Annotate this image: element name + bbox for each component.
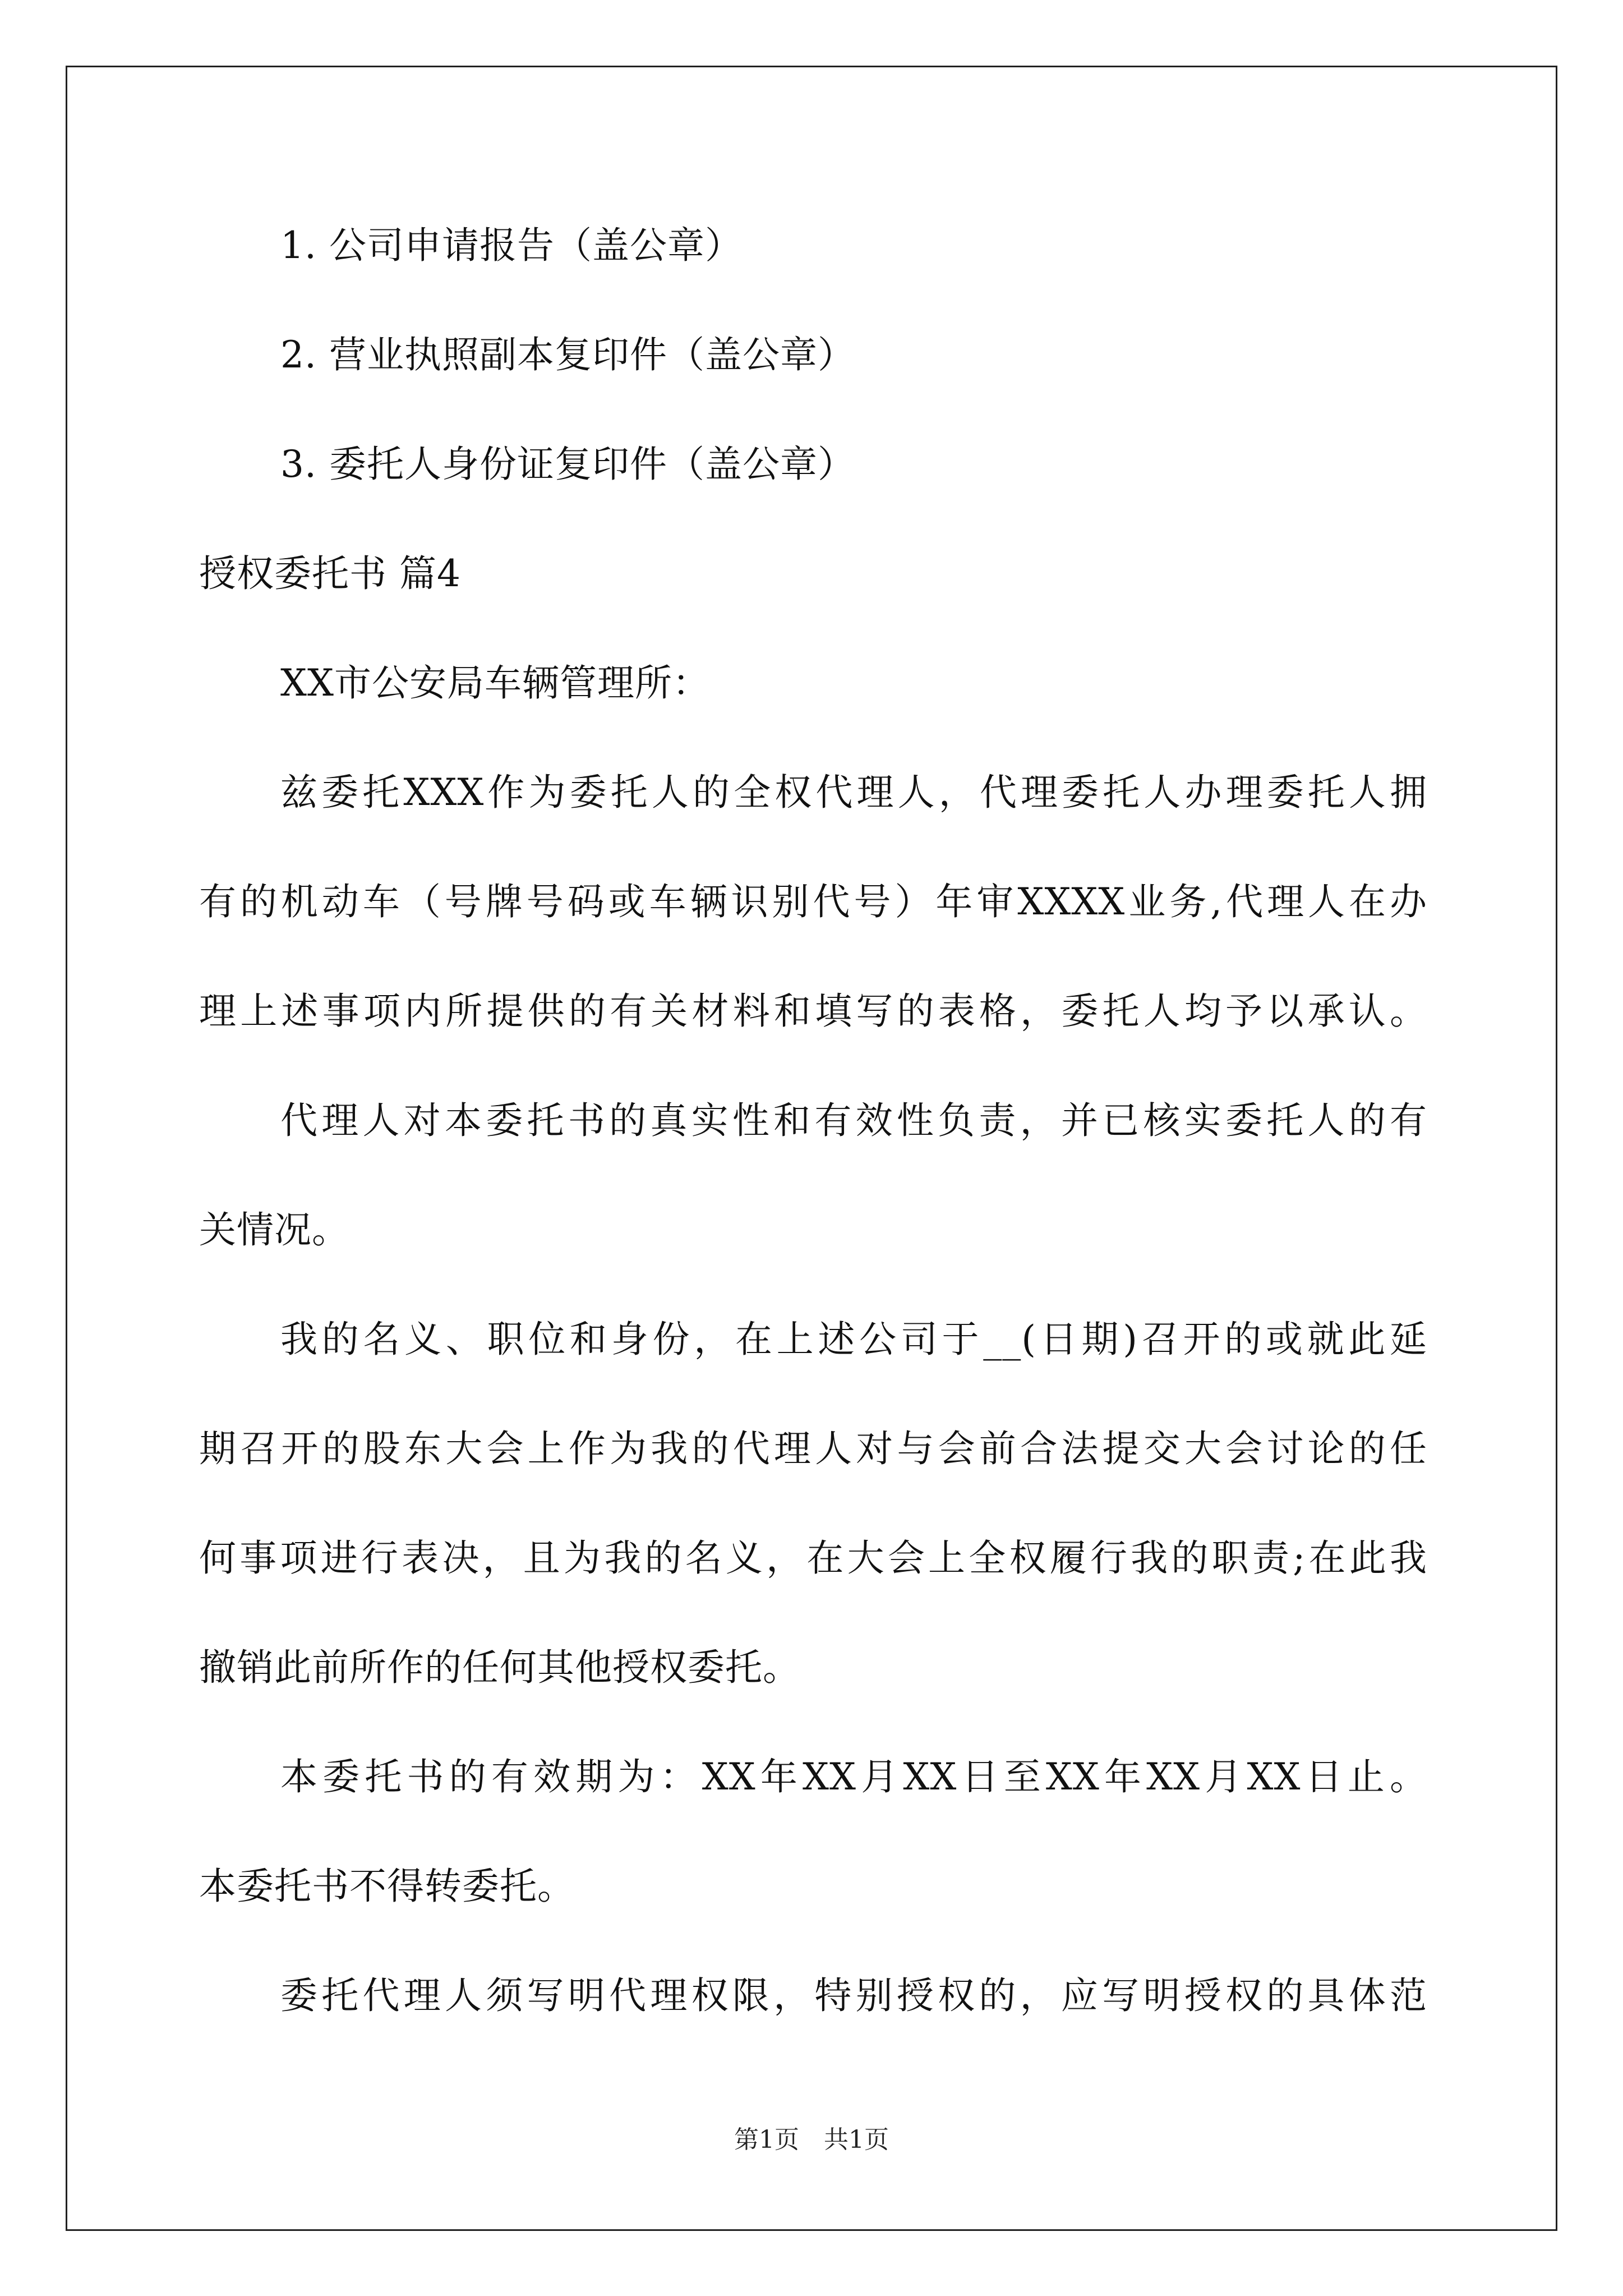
text-line-16: 本委托书不得转委托。 bbox=[199, 1865, 575, 1908]
text-line-13: 何事项进行表决，且为我的名义，在大会上全权履行我的职责;在此我 bbox=[199, 1536, 1427, 1580]
text-line-7: 有的机动车（号牌号码或车辆识别代号）年审XXXX业务,代理人在办 bbox=[199, 880, 1427, 923]
text-line-14: 撤销此前所作的任何其他授权委托。 bbox=[199, 1646, 800, 1689]
text-line-15: 本委托书的有效期为：XX年XX月XX日至XX年XX月XX日止。 bbox=[280, 1755, 1427, 1798]
text-line-1: 1. 公司申请报告（盖公章） bbox=[280, 224, 743, 267]
text-line-5: XX市公安局车辆管理所： bbox=[280, 661, 710, 705]
text-line-9: 代理人对本委托书的真实性和有效性负责，并已核实委托人的有 bbox=[280, 1099, 1427, 1142]
text-line-6: 兹委托XXX作为委托人的全权代理人，代理委托人办理委托人拥 bbox=[280, 771, 1427, 814]
text-line-11: 我的名义、职位和身份，在上述公司于__(日期)召开的或就此延 bbox=[280, 1318, 1427, 1361]
page-footer: 第1页 共1页 bbox=[734, 2125, 889, 2154]
text-line-2: 2. 营业执照副本复印件（盖公章） bbox=[280, 333, 855, 376]
text-line-17: 委托代理人须写明代理权限，特别授权的，应写明授权的具体范 bbox=[280, 1974, 1427, 2017]
text-line-3: 3. 委托人身份证复印件（盖公章） bbox=[280, 443, 855, 486]
document-body bbox=[199, 191, 1427, 2050]
text-line-12: 期召开的股东大会上作为我的代理人对与会前合法提交大会讨论的任 bbox=[199, 1427, 1427, 1470]
text-line-10: 关情况。 bbox=[199, 1208, 349, 1251]
text-line-8: 理上述事项内所提供的有关材料和填写的表格，委托人均予以承认。 bbox=[199, 990, 1427, 1033]
section-title: 授权委托书 篇4 bbox=[199, 552, 461, 595]
